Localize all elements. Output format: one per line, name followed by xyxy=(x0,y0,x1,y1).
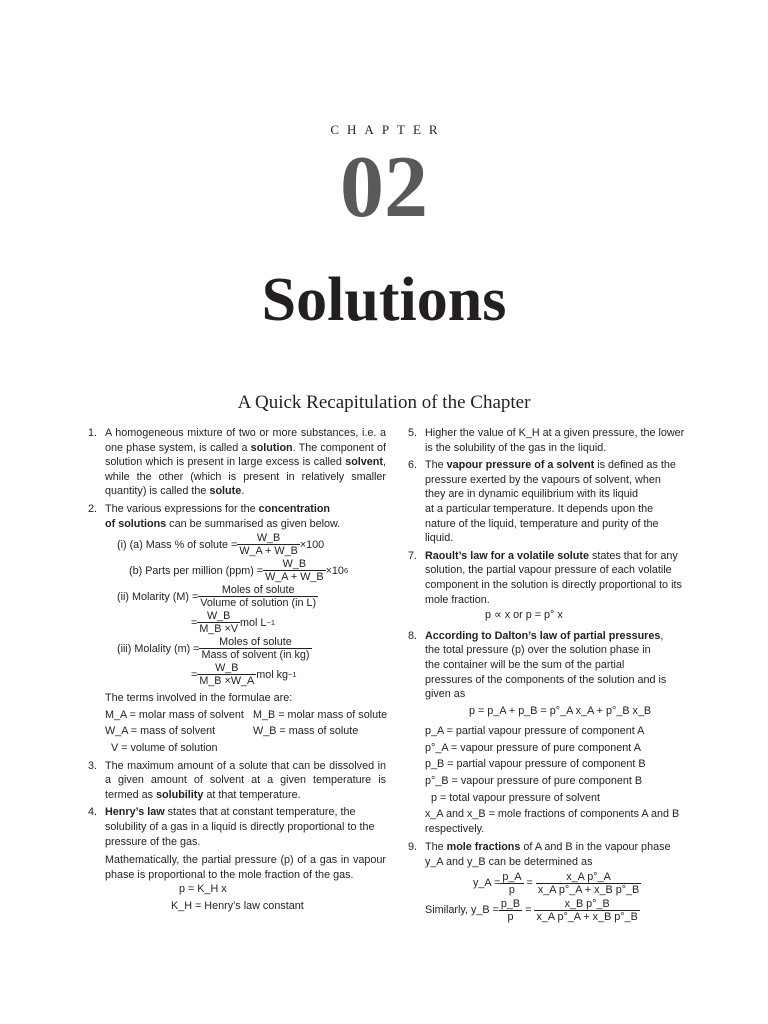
chapter-title: Solutions xyxy=(261,266,507,334)
definition: p = total vapour pressure of solvent xyxy=(431,791,600,804)
denominator: W_A + W_B xyxy=(239,545,298,558)
denominator: M_B ×V xyxy=(199,623,239,636)
fraction xyxy=(199,637,311,661)
equation-henry: p = K_H x xyxy=(179,883,227,896)
equation-yb xyxy=(425,899,688,923)
denominator: p xyxy=(507,910,514,923)
definition: respectively. xyxy=(425,822,485,835)
equation-ya xyxy=(425,872,688,896)
formula-label: y_A = xyxy=(473,877,501,890)
term-vapour-pressure: vapour pressure of a solvent xyxy=(446,459,595,472)
formula-label: (iii) Molality (m) = xyxy=(117,642,200,655)
exponent: −1 xyxy=(288,669,297,679)
numerator: p_A xyxy=(502,870,522,883)
formula-label: = xyxy=(191,668,198,681)
formula-tail: ×10 xyxy=(325,564,344,577)
formula-mass-percent xyxy=(105,533,386,557)
formula-label: (b) Parts per million (ppm) = xyxy=(129,564,264,577)
denominator: Volume of solution (in L) xyxy=(200,597,317,610)
formula-molality xyxy=(105,637,386,661)
exponent: 6 xyxy=(343,565,349,575)
list-item-4 xyxy=(88,805,386,913)
recap-heading: A Quick Recapitulation of the Chapter xyxy=(237,392,531,413)
item-number: 2. xyxy=(88,502,98,515)
term-solvent: solvent xyxy=(345,456,383,469)
fraction xyxy=(197,663,256,687)
list-item-9 xyxy=(408,840,688,922)
denominator: x_A p°_A + x_B p°_B xyxy=(537,883,640,896)
item-text: , while the other (which is present in relatively smaller quantity) is called the xyxy=(105,456,386,498)
equation-raoult: p ∝ x or p = p° x xyxy=(485,609,563,622)
item-number: 9. xyxy=(408,841,418,854)
formula-label: Similarly, y_B = xyxy=(425,904,499,917)
item-line: the container will be the sum of the partial xyxy=(425,658,625,671)
item-line: at a particular temperature. It depends upon the xyxy=(425,502,654,515)
item-text: . xyxy=(241,485,245,498)
term-of-solutions: of solutions xyxy=(105,517,167,530)
fraction xyxy=(534,899,639,923)
item-text: The xyxy=(425,841,447,854)
item-text: of A and B in the vapour phase xyxy=(520,841,671,854)
list-item-5 xyxy=(408,426,688,455)
equals-sign: = xyxy=(525,904,532,917)
item-text: states that for any solution, the partial vapour pressure of each volatile component in the solution is directly proportional to its mole fraction. xyxy=(425,549,682,606)
item-line: the total pressure (p) over the solution phase in xyxy=(425,644,651,657)
item-text: , xyxy=(660,629,664,642)
formula-label: (i) (a) Mass % of solute = xyxy=(117,538,238,551)
item-line: y_A and y_B can be determined as xyxy=(425,856,593,869)
fraction xyxy=(263,559,326,583)
term-solute: solute xyxy=(209,485,242,498)
list-item-7 xyxy=(408,549,688,623)
definition: V = volume of solution xyxy=(111,741,218,754)
numerator: x_B p°_B xyxy=(534,899,639,911)
item-number: 8. xyxy=(408,629,418,642)
item-text: states that at constant temperature, the solubility of a gas in a liquid is directly proportional to the pressure of the gas. xyxy=(105,806,375,848)
item-paragraph: Mathematically, the partial pressure (p) of a gas in vapour phase is proportional to the mole fraction of the gas. xyxy=(105,854,386,881)
formula-ppm xyxy=(105,559,386,583)
definition: M_B = molar mass of solute xyxy=(253,708,388,721)
fraction xyxy=(198,585,318,609)
numerator: p_B xyxy=(500,897,521,910)
item-text: . The component of solution which is present in large excess is called xyxy=(105,441,386,469)
term-mole-fractions: mole fractions xyxy=(446,841,521,854)
equation-dalton: p = p_A + p_B = p°_A x_A + p°_B x_B xyxy=(469,704,652,717)
item-number: 4. xyxy=(88,806,98,819)
fraction xyxy=(499,899,522,923)
chapter-number: 02 xyxy=(340,139,428,236)
formula-molarity-2 xyxy=(105,611,386,635)
definition: p°_A = vapour pressure of pure component A xyxy=(425,741,641,754)
terms-intro: The terms involved in the formulae are: xyxy=(105,692,293,705)
denominator: M_B ×W_A xyxy=(199,675,255,688)
right-column xyxy=(408,426,688,926)
numerator: x_A p°_A xyxy=(536,872,641,884)
term-henrys-law: Henry’s law xyxy=(105,806,165,819)
numerator: Moles of solute xyxy=(198,585,318,597)
term-solubility: solubility xyxy=(156,788,204,801)
item-line: pressures of the components of the solution and is xyxy=(425,673,667,686)
numerator: W_B xyxy=(263,559,326,571)
denominator: W_A + W_B xyxy=(265,571,324,584)
term-concentration: concentration xyxy=(258,502,331,515)
formula-tail: ×100 xyxy=(299,538,325,551)
denominator: p xyxy=(508,883,515,896)
left-column xyxy=(88,426,386,916)
fraction xyxy=(500,872,523,896)
item-line: liquid. xyxy=(425,532,454,545)
formula-molality-2 xyxy=(105,663,386,687)
terms-definitions xyxy=(105,708,386,756)
fraction xyxy=(197,611,240,635)
denominator: x_A p°_A + x_B p°_B xyxy=(536,910,638,923)
item-line: given as xyxy=(425,688,466,701)
item-line: pressure exerted by the vapours of solvent, when xyxy=(425,473,661,486)
term-raoults-law: Raoult’s law for a volatile solute xyxy=(425,549,589,562)
list-item-1 xyxy=(88,426,386,499)
definition: W_A = mass of solvent xyxy=(105,725,216,738)
definition: W_B = mass of solute xyxy=(253,725,359,738)
item-number: 5. xyxy=(408,427,418,439)
item-number: 7. xyxy=(408,549,418,562)
definition: x_A and x_B = mole fractions of components A and B xyxy=(425,808,680,821)
list-item-6 xyxy=(408,458,688,546)
list-item-8 xyxy=(408,629,688,837)
definition: p°_B = vapour pressure of pure component B xyxy=(425,775,643,788)
equals-sign: = xyxy=(526,877,533,890)
definition: M_A = molar mass of solvent xyxy=(105,708,244,721)
item-line: they are in dynamic equilibrium with its liquid xyxy=(425,488,639,501)
item-number: 1. xyxy=(88,427,98,439)
list-item-2 xyxy=(88,502,386,756)
numerator: W_B xyxy=(197,611,240,623)
equation-henry-constant: K_H = Henry’s law constant xyxy=(171,899,304,912)
numerator: W_B xyxy=(237,533,300,545)
item-text: Higher the value of K_H at a given pressure, the lower is the solubility of the gas in the liquid. xyxy=(425,427,685,454)
term-daltons-law: According to Dalton’s law of partial pressures xyxy=(425,629,661,642)
list-item-3 xyxy=(88,759,386,803)
item-number: 3. xyxy=(88,759,98,772)
item-number: 6. xyxy=(408,459,418,472)
numerator: W_B xyxy=(197,663,256,675)
formula-label: = xyxy=(191,616,198,629)
item-text: The various expressions for the xyxy=(105,502,259,515)
item-text: is defined as the xyxy=(594,459,676,472)
formula-label: (ii) Molarity (M) = xyxy=(117,590,199,603)
item-text: at that temperature. xyxy=(203,788,301,801)
fraction xyxy=(237,533,300,557)
fraction xyxy=(536,872,641,896)
term-solution: solution xyxy=(250,441,293,454)
definition: p_B = partial vapour pressure of component B xyxy=(425,758,646,771)
item-text: The maximum amount of a solute that can be dissolved in a given amount of solvent at a given temperature is termed as xyxy=(105,759,386,801)
item-text: A homogeneous mixture of two or more substances, i.e. a one phase system, is called a xyxy=(105,427,386,454)
numerator: Moles of solute xyxy=(199,637,311,649)
formula-tail: mol L xyxy=(240,616,267,629)
formula-molarity xyxy=(105,585,386,609)
definition: p_A = partial vapour pressure of component A xyxy=(425,725,645,738)
item-text: The xyxy=(425,459,447,472)
denominator: Mass of solvent (in kg) xyxy=(201,649,310,662)
exponent: −1 xyxy=(266,617,275,627)
formula-tail: mol kg xyxy=(256,668,289,681)
chapter-label: CHAPTER xyxy=(330,122,446,137)
item-text: can be summarised as given below. xyxy=(166,517,341,530)
item-line: nature of the liquid, temperature and purity of the xyxy=(425,517,659,530)
